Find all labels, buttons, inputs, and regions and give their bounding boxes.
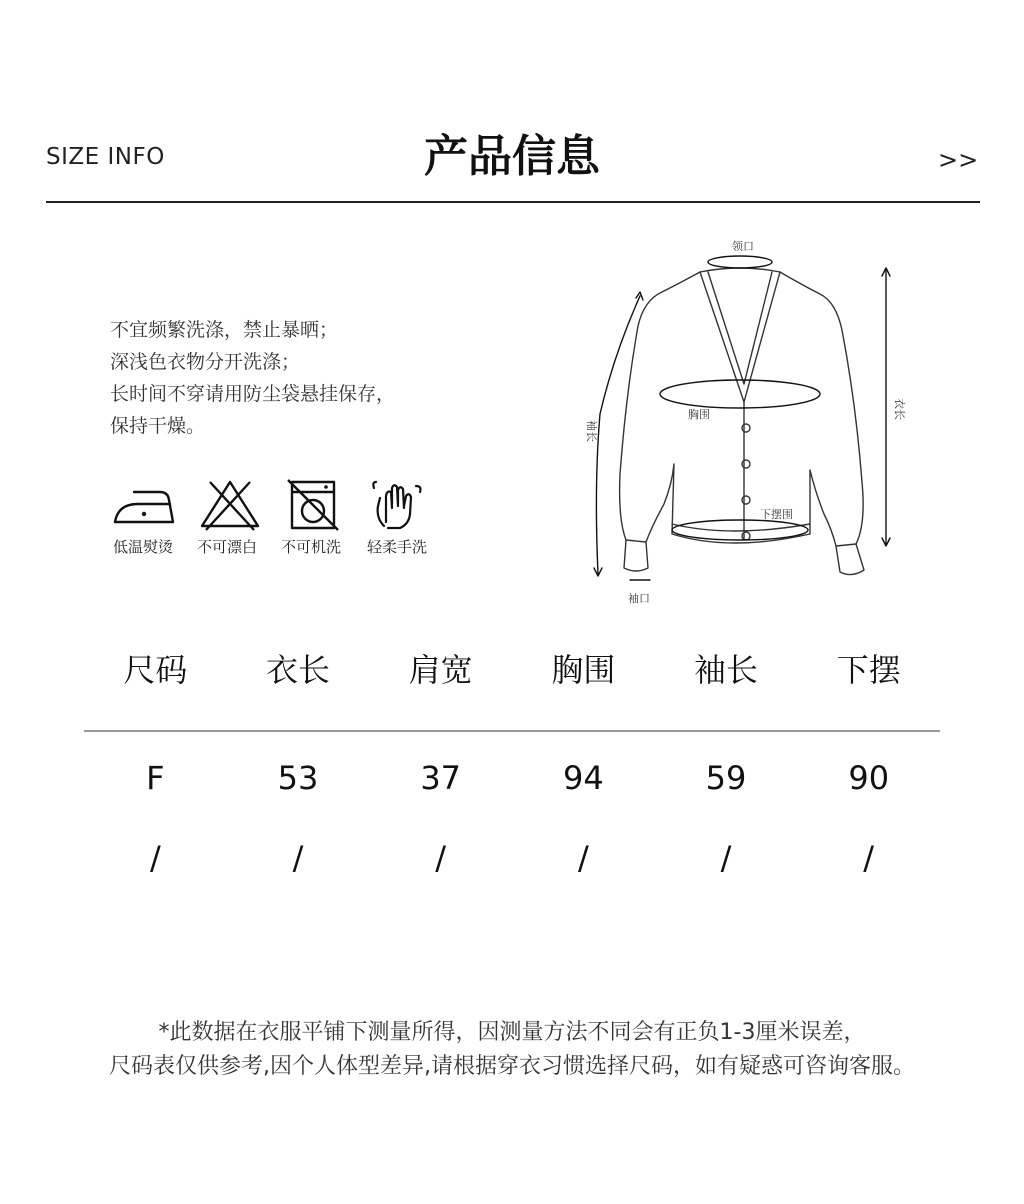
table-row [84,818,940,898]
cell-sleeve: 59 [705,759,747,797]
care-line: 保持干燥。 [110,415,206,437]
iron-low-icon [112,478,176,532]
care-label-no-machine-wash: 不可机洗 [280,538,341,556]
sleeve-measure [596,296,640,574]
button-2 [742,460,750,468]
measurement-note [0,1016,1024,1084]
care-instructions [110,314,395,442]
cardigan-outline [620,272,864,546]
cell-sleeve: / [720,839,732,877]
header-size: 尺码 [123,651,188,689]
care-label-no-bleach: 不可漂白 [196,538,257,556]
chest-measure [660,380,820,408]
size-info-label: SIZE INFO [46,144,165,170]
header-hem: 下摆 [836,651,901,689]
cell-chest: 94 [562,759,604,797]
size-table-header [84,640,940,700]
collar-measure [708,256,772,268]
collar-label: 领口 [732,240,754,253]
hand-wash-icon [366,478,430,532]
note-line: 尺码表仅供参考,因个人体型差异,请根据穿衣习惯选择尺码，如有疑惑可咨询客服。 [109,1054,915,1079]
cell-hem: 90 [848,759,890,797]
cell-length: / [292,839,304,877]
v-neckline [700,272,780,402]
cell-length: 53 [277,759,319,797]
header-shoulder: 肩宽 [408,651,473,689]
chest-label: 胸围 [688,408,710,421]
button-4 [742,532,750,540]
care-line: 深浅色衣物分开洗涤； [110,351,301,373]
sleeve-length-label: 袖长 [585,420,598,442]
care-line: 长时间不穿请用防尘袋悬挂保存， [110,383,396,405]
note-line: *此数据在衣服平铺下测量所得，因测量方法不同会有正负1-3厘米误差， [158,1020,866,1045]
header-sleeve: 袖长 [694,651,759,689]
button-3 [742,496,750,504]
hem-label: 下摆围 [760,508,793,521]
button-1 [742,424,750,432]
size-table [84,640,940,898]
table-row [84,732,940,818]
cell-shoulder: 37 [420,759,462,797]
no-bleach-icon [198,478,262,532]
cell-size: F [146,759,165,797]
cell-chest: / [577,839,589,877]
header-divider [46,201,980,203]
cell-hem: / [863,839,875,877]
page-title: 产品信息 [424,131,600,182]
no-machine-wash-icon [282,478,346,532]
next-arrows: >> [938,146,979,174]
header-length: 衣长 [266,651,331,689]
care-line: 不宜频繁洗涤，禁止暴晒； [110,319,339,341]
garment-diagram [580,234,920,614]
care-label-iron: 低温熨烫 [112,538,173,556]
care-label-hand-wash: 轻柔手洗 [366,538,427,556]
cuff-label: 袖口 [628,592,650,605]
length-label: 衣长 [893,398,906,420]
cell-size: / [149,839,161,877]
hem-measure [672,520,808,540]
cell-shoulder: / [435,839,447,877]
header-chest: 胸围 [551,651,616,689]
